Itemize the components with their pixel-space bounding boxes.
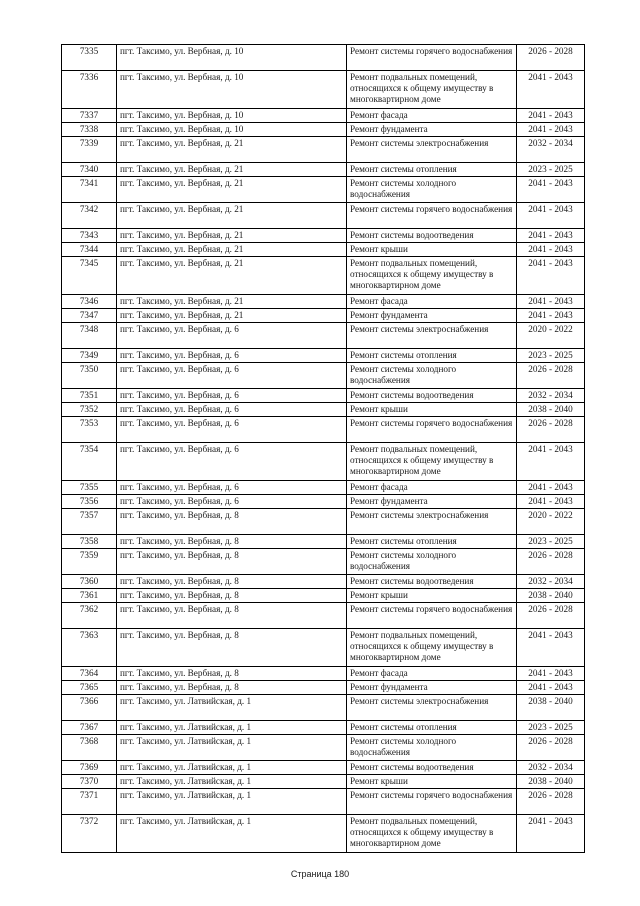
period-cell: 2041 - 2043	[517, 815, 585, 853]
period-cell: 2041 - 2043	[517, 257, 585, 295]
address-cell: пгт. Таксимо, ул. Вербная, д. 6	[117, 363, 347, 389]
work-type-cell: Ремонт фасада	[347, 481, 517, 495]
table-row	[62, 789, 585, 815]
table-body	[62, 45, 585, 853]
row-number-cell: 7369	[62, 761, 117, 775]
period-cell: 2020 - 2022	[517, 323, 585, 349]
work-type-cell: Ремонт системы горячего водоснабжения	[347, 45, 517, 71]
work-type-cell: Ремонт фундамента	[347, 123, 517, 137]
row-number-cell: 7370	[62, 775, 117, 789]
row-number-cell: 7335	[62, 45, 117, 71]
period-cell: 2041 - 2043	[517, 495, 585, 509]
table-row	[62, 123, 585, 137]
table-row	[62, 403, 585, 417]
table-row	[62, 815, 585, 853]
period-cell: 2041 - 2043	[517, 229, 585, 243]
period-cell: 2041 - 2043	[517, 109, 585, 123]
row-number-cell: 7368	[62, 735, 117, 761]
address-cell: пгт. Таксимо, ул. Вербная, д. 10	[117, 71, 347, 109]
period-cell: 2026 - 2028	[517, 45, 585, 71]
row-number-cell: 7366	[62, 695, 117, 721]
work-type-cell: Ремонт системы водоотведения	[347, 229, 517, 243]
work-type-cell: Ремонт системы отопления	[347, 535, 517, 549]
period-cell: 2026 - 2028	[517, 735, 585, 761]
row-number-cell: 7336	[62, 71, 117, 109]
work-type-cell: Ремонт системы водоотведения	[347, 575, 517, 589]
work-type-cell: Ремонт системы электроснабжения	[347, 509, 517, 535]
table-row	[62, 603, 585, 629]
address-cell: пгт. Таксимо, ул. Вербная, д. 6	[117, 389, 347, 403]
table-row	[62, 349, 585, 363]
address-cell: пгт. Таксимо, ул. Вербная, д. 6	[117, 323, 347, 349]
table-row	[62, 667, 585, 681]
work-type-cell: Ремонт системы электроснабжения	[347, 695, 517, 721]
period-cell: 2026 - 2028	[517, 603, 585, 629]
row-number-cell: 7344	[62, 243, 117, 257]
period-cell: 2026 - 2028	[517, 417, 585, 443]
work-type-cell: Ремонт подвальных помещений, относящихся к общему имуществу в многоквартирном доме	[347, 815, 517, 853]
address-cell: пгт. Таксимо, ул. Вербная, д. 21	[117, 177, 347, 203]
address-cell: пгт. Таксимо, ул. Вербная, д. 6	[117, 495, 347, 509]
period-cell: 2026 - 2028	[517, 549, 585, 575]
address-cell: пгт. Таксимо, ул. Вербная, д. 8	[117, 549, 347, 575]
address-cell: пгт. Таксимо, ул. Латвийская, д. 1	[117, 721, 347, 735]
row-number-cell: 7339	[62, 137, 117, 163]
table-row	[62, 775, 585, 789]
work-type-cell: Ремонт подвальных помещений, относящихся к общему имуществу в многоквартирном доме	[347, 257, 517, 295]
row-number-cell: 7349	[62, 349, 117, 363]
table-row	[62, 163, 585, 177]
address-cell: пгт. Таксимо, ул. Вербная, д. 21	[117, 163, 347, 177]
address-cell: пгт. Таксимо, ул. Вербная, д. 21	[117, 295, 347, 309]
address-cell: пгт. Таксимо, ул. Вербная, д. 21	[117, 309, 347, 323]
table-row	[62, 417, 585, 443]
table-row	[62, 721, 585, 735]
period-cell: 2023 - 2025	[517, 349, 585, 363]
table-row	[62, 389, 585, 403]
table-row	[62, 363, 585, 389]
period-cell: 2041 - 2043	[517, 177, 585, 203]
period-cell: 2032 - 2034	[517, 761, 585, 775]
address-cell: пгт. Таксимо, ул. Вербная, д. 8	[117, 535, 347, 549]
address-cell: пгт. Таксимо, ул. Вербная, д. 6	[117, 481, 347, 495]
period-cell: 2023 - 2025	[517, 535, 585, 549]
work-type-cell: Ремонт подвальных помещений, относящихся к общему имуществу в многоквартирном доме	[347, 71, 517, 109]
table-row	[62, 735, 585, 761]
period-cell: 2032 - 2034	[517, 575, 585, 589]
table-row	[62, 309, 585, 323]
work-type-cell: Ремонт системы отопления	[347, 163, 517, 177]
period-cell: 2041 - 2043	[517, 667, 585, 681]
table-row	[62, 629, 585, 667]
row-number-cell: 7360	[62, 575, 117, 589]
page-number: Страница 180	[290, 869, 350, 879]
work-type-cell: Ремонт крыши	[347, 775, 517, 789]
row-number-cell: 7352	[62, 403, 117, 417]
row-number-cell: 7362	[62, 603, 117, 629]
table-row	[62, 549, 585, 575]
row-number-cell: 7342	[62, 203, 117, 229]
period-cell: 2023 - 2025	[517, 163, 585, 177]
address-cell: пгт. Таксимо, ул. Вербная, д. 21	[117, 137, 347, 163]
period-cell: 2032 - 2034	[517, 389, 585, 403]
address-cell: пгт. Таксимо, ул. Вербная, д. 10	[117, 45, 347, 71]
address-cell: пгт. Таксимо, ул. Латвийская, д. 1	[117, 735, 347, 761]
row-number-cell: 7355	[62, 481, 117, 495]
row-number-cell: 7341	[62, 177, 117, 203]
work-type-cell: Ремонт системы водоотведения	[347, 761, 517, 775]
work-type-cell: Ремонт фундамента	[347, 309, 517, 323]
address-cell: пгт. Таксимо, ул. Вербная, д. 8	[117, 681, 347, 695]
address-cell: пгт. Таксимо, ул. Латвийская, д. 1	[117, 695, 347, 721]
address-cell: пгт. Таксимо, ул. Латвийская, д. 1	[117, 789, 347, 815]
table-row	[62, 45, 585, 71]
work-type-cell: Ремонт крыши	[347, 243, 517, 257]
table-row	[62, 71, 585, 109]
period-cell: 2020 - 2022	[517, 509, 585, 535]
table-row	[62, 203, 585, 229]
row-number-cell: 7357	[62, 509, 117, 535]
work-type-cell: Ремонт подвальных помещений, относящихся к общему имуществу в многоквартирном доме	[347, 443, 517, 481]
period-cell: 2026 - 2028	[517, 789, 585, 815]
period-cell: 2023 - 2025	[517, 721, 585, 735]
table-row	[62, 481, 585, 495]
table-row	[62, 109, 585, 123]
row-number-cell: 7345	[62, 257, 117, 295]
period-cell: 2041 - 2043	[517, 309, 585, 323]
work-type-cell: Ремонт системы холодного водоснабжения	[347, 735, 517, 761]
address-cell: пгт. Таксимо, ул. Вербная, д. 21	[117, 229, 347, 243]
period-cell: 2041 - 2043	[517, 443, 585, 481]
table-row	[62, 229, 585, 243]
row-number-cell: 7347	[62, 309, 117, 323]
work-type-cell: Ремонт крыши	[347, 403, 517, 417]
address-cell: пгт. Таксимо, ул. Вербная, д. 8	[117, 509, 347, 535]
work-type-cell: Ремонт фасада	[347, 295, 517, 309]
period-cell: 2041 - 2043	[517, 203, 585, 229]
row-number-cell: 7372	[62, 815, 117, 853]
address-cell: пгт. Таксимо, ул. Вербная, д. 8	[117, 629, 347, 667]
table-row	[62, 695, 585, 721]
table-row	[62, 589, 585, 603]
work-type-cell: Ремонт системы отопления	[347, 721, 517, 735]
work-type-cell: Ремонт фасада	[347, 667, 517, 681]
work-type-cell: Ремонт системы электроснабжения	[347, 137, 517, 163]
work-type-cell: Ремонт фундамента	[347, 495, 517, 509]
period-cell: 2041 - 2043	[517, 681, 585, 695]
row-number-cell: 7350	[62, 363, 117, 389]
table-row	[62, 535, 585, 549]
row-number-cell: 7359	[62, 549, 117, 575]
address-cell: пгт. Таксимо, ул. Вербная, д. 6	[117, 417, 347, 443]
row-number-cell: 7365	[62, 681, 117, 695]
row-number-cell: 7340	[62, 163, 117, 177]
table-row	[62, 495, 585, 509]
work-type-cell: Ремонт системы горячего водоснабжения	[347, 789, 517, 815]
table-row	[62, 761, 585, 775]
work-type-cell: Ремонт фасада	[347, 109, 517, 123]
address-cell: пгт. Таксимо, ул. Вербная, д. 8	[117, 575, 347, 589]
table-row	[62, 681, 585, 695]
row-number-cell: 7356	[62, 495, 117, 509]
period-cell: 2038 - 2040	[517, 775, 585, 789]
work-type-cell: Ремонт системы холодного водоснабжения	[347, 177, 517, 203]
address-cell: пгт. Таксимо, ул. Латвийская, д. 1	[117, 761, 347, 775]
table-row	[62, 177, 585, 203]
address-cell: пгт. Таксимо, ул. Вербная, д. 8	[117, 667, 347, 681]
address-cell: пгт. Таксимо, ул. Латвийская, д. 1	[117, 775, 347, 789]
address-cell: пгт. Таксимо, ул. Вербная, д. 6	[117, 403, 347, 417]
row-number-cell: 7371	[62, 789, 117, 815]
table-row	[62, 443, 585, 481]
table-row	[62, 509, 585, 535]
work-type-cell: Ремонт крыши	[347, 589, 517, 603]
table-row	[62, 575, 585, 589]
row-number-cell: 7337	[62, 109, 117, 123]
address-cell: пгт. Таксимо, ул. Вербная, д. 8	[117, 589, 347, 603]
period-cell: 2038 - 2040	[517, 403, 585, 417]
period-cell: 2041 - 2043	[517, 71, 585, 109]
work-type-cell: Ремонт системы холодного водоснабжения	[347, 363, 517, 389]
period-cell: 2032 - 2034	[517, 137, 585, 163]
row-number-cell: 7367	[62, 721, 117, 735]
row-number-cell: 7348	[62, 323, 117, 349]
work-type-cell: Ремонт системы электроснабжения	[347, 323, 517, 349]
table-row	[62, 295, 585, 309]
table-row	[62, 323, 585, 349]
period-cell: 2041 - 2043	[517, 481, 585, 495]
row-number-cell: 7361	[62, 589, 117, 603]
period-cell: 2041 - 2043	[517, 123, 585, 137]
address-cell: пгт. Таксимо, ул. Вербная, д. 21	[117, 203, 347, 229]
repair-schedule-table	[61, 44, 585, 853]
address-cell: пгт. Таксимо, ул. Вербная, д. 10	[117, 123, 347, 137]
address-cell: пгт. Таксимо, ул. Вербная, д. 21	[117, 257, 347, 295]
row-number-cell: 7358	[62, 535, 117, 549]
address-cell: пгт. Таксимо, ул. Латвийская, д. 1	[117, 815, 347, 853]
table-row	[62, 257, 585, 295]
address-cell: пгт. Таксимо, ул. Вербная, д. 8	[117, 603, 347, 629]
address-cell: пгт. Таксимо, ул. Вербная, д. 21	[117, 243, 347, 257]
work-type-cell: Ремонт фундамента	[347, 681, 517, 695]
address-cell: пгт. Таксимо, ул. Вербная, д. 6	[117, 349, 347, 363]
period-cell: 2026 - 2028	[517, 363, 585, 389]
table-row	[62, 243, 585, 257]
row-number-cell: 7354	[62, 443, 117, 481]
work-type-cell: Ремонт системы холодного водоснабжения	[347, 549, 517, 575]
row-number-cell: 7346	[62, 295, 117, 309]
work-type-cell: Ремонт подвальных помещений, относящихся к общему имуществу в многоквартирном доме	[347, 629, 517, 667]
period-cell: 2038 - 2040	[517, 589, 585, 603]
row-number-cell: 7338	[62, 123, 117, 137]
row-number-cell: 7353	[62, 417, 117, 443]
address-cell: пгт. Таксимо, ул. Вербная, д. 6	[117, 443, 347, 481]
period-cell: 2041 - 2043	[517, 295, 585, 309]
row-number-cell: 7343	[62, 229, 117, 243]
row-number-cell: 7351	[62, 389, 117, 403]
work-type-cell: Ремонт системы горячего водоснабжения	[347, 603, 517, 629]
table-row	[62, 137, 585, 163]
period-cell: 2041 - 2043	[517, 629, 585, 667]
period-cell: 2041 - 2043	[517, 243, 585, 257]
work-type-cell: Ремонт системы горячего водоснабжения	[347, 417, 517, 443]
row-number-cell: 7363	[62, 629, 117, 667]
work-type-cell: Ремонт системы отопления	[347, 349, 517, 363]
work-type-cell: Ремонт системы горячего водоснабжения	[347, 203, 517, 229]
work-type-cell: Ремонт системы водоотведения	[347, 389, 517, 403]
row-number-cell: 7364	[62, 667, 117, 681]
address-cell: пгт. Таксимо, ул. Вербная, д. 10	[117, 109, 347, 123]
period-cell: 2038 - 2040	[517, 695, 585, 721]
